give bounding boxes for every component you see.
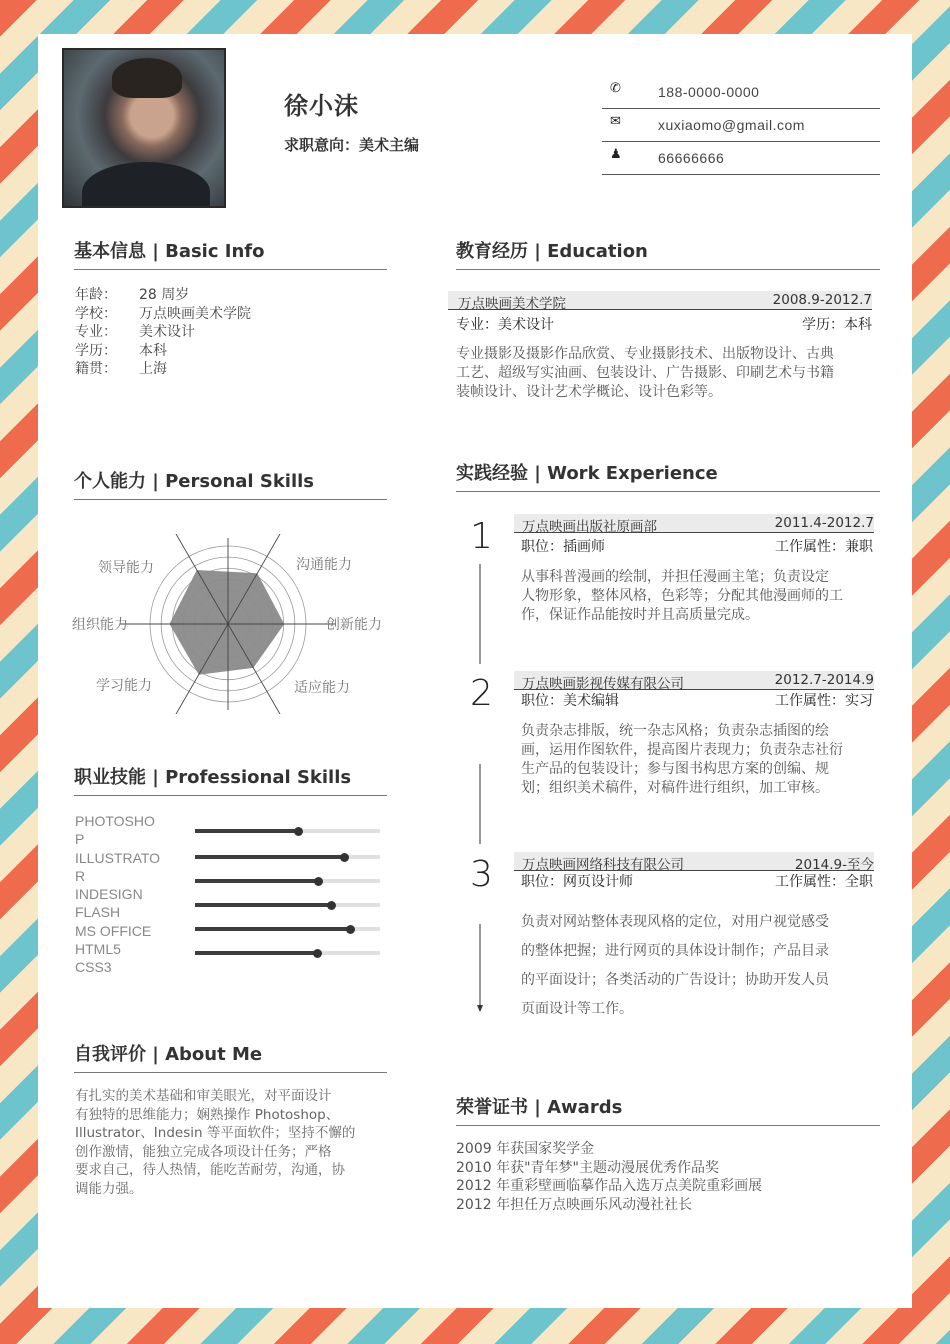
qq-icon: ♟ xyxy=(610,147,622,162)
basic-info-row xyxy=(75,340,375,359)
basic-info-row xyxy=(75,321,375,340)
radar-label-innovation: 创新能力 xyxy=(326,617,382,633)
job-header xyxy=(514,852,874,871)
radar-label-adaptability: 适应能力 xyxy=(294,680,350,696)
info-label: 学历： xyxy=(75,342,117,359)
info-label: 籍贯： xyxy=(75,361,117,377)
basic-info-row xyxy=(75,303,375,322)
basic-info-row xyxy=(75,358,375,377)
job-number: 1 xyxy=(470,516,493,557)
skill-bar-ms-office xyxy=(195,927,380,931)
radar-label-learning: 学习能力 xyxy=(96,678,152,694)
section-title-education: 教育经历 | Education xyxy=(456,237,880,270)
skill-label: HTML5 xyxy=(75,941,121,958)
skill-label: MS OFFICE xyxy=(75,922,152,939)
skill-label: PHOTOSHO xyxy=(75,813,155,829)
email-address: xuxiaomo@gmail.com xyxy=(658,117,805,133)
skill-bar-illustrator xyxy=(195,855,380,859)
job-header xyxy=(514,671,874,690)
job-desc-line: 从事科普漫画的绘制，并担任漫画主笔；负责设定 xyxy=(521,569,829,585)
mail-icon: ✉ xyxy=(610,114,621,129)
education-degree: 学历：本科 xyxy=(802,317,872,333)
course-line: 工艺、超级写实油画、包装设计、广告摄影、印刷艺术与书籍 xyxy=(456,365,834,381)
award-item: 2012 年重彩壁画临摹作品入选万点美院重彩画展 xyxy=(456,1178,763,1194)
about-line: 有独特的思维能力；娴熟操作 Photoshop、 xyxy=(75,1106,340,1123)
info-label: 年龄： xyxy=(75,287,117,303)
job-position: 职位：网页设计师 xyxy=(521,874,633,890)
job-type: 工作属性：兼职 xyxy=(775,539,873,555)
basic-info-row xyxy=(75,284,375,303)
section-title-about-me: 自我评价 | About Me xyxy=(74,1040,387,1073)
skill-labels xyxy=(75,812,185,977)
job-header xyxy=(514,514,874,533)
award-item: 2010 年获"青年梦"主题动漫展优秀作品奖 xyxy=(456,1159,719,1176)
job-desc-line: 生产品的包装设计；参与图书构思方案的创编、规 xyxy=(521,761,829,777)
contact-email xyxy=(602,109,880,142)
job-details xyxy=(521,690,873,710)
skill-bar-photoshop xyxy=(195,829,380,833)
job-period: 2012.7-2014.9 xyxy=(774,672,874,688)
contact-phone xyxy=(602,76,880,109)
job-position: 职位：美术编辑 xyxy=(521,693,619,709)
job-desc-line: 负责杂志排版，统一杂志风格；负责杂志插图的绘 xyxy=(521,723,829,739)
about-line: 要求自己，待人热情，能吃苦耐劳，沟通，协 xyxy=(75,1162,345,1178)
section-title-basic-info: 基本信息 | Basic Info xyxy=(74,237,387,270)
skill-bar-indesign xyxy=(195,879,380,883)
job-period: 2014.9-至今 xyxy=(794,857,874,873)
radar-label-communication: 沟通能力 xyxy=(296,557,352,573)
job-desc-line: 的平面设计；各类活动的广告设计；协助开发人员 xyxy=(521,972,829,988)
education-courses xyxy=(456,345,876,402)
radar-label-organization: 组织能力 xyxy=(72,617,128,633)
info-value: 本科 xyxy=(139,342,167,359)
job-number: 3 xyxy=(470,854,493,895)
basic-info-list xyxy=(75,284,375,377)
resume-sheet xyxy=(38,34,912,1308)
awards-list xyxy=(456,1140,880,1214)
award-item: 2012 年担任万点映画乐风动漫社社长 xyxy=(456,1196,693,1213)
job-period: 2011.4-2012.7 xyxy=(774,515,874,531)
skill-label: CSS3 xyxy=(75,959,112,976)
info-value: 美术设计 xyxy=(139,324,195,340)
job-description xyxy=(521,722,877,798)
section-title-professional-skills: 职业技能 | Professional Skills xyxy=(74,763,387,796)
education-school: 万点映画美术学院 xyxy=(458,296,566,312)
job-desc-line: 页面设计等工作。 xyxy=(521,1001,633,1017)
about-line: 有扎实的美术基础和审美眼光，对平面设计 xyxy=(75,1088,332,1104)
section-title-work-experience: 实践经验 | Work Experience xyxy=(456,459,880,492)
info-value: 上海 xyxy=(139,361,167,377)
skill-label: P xyxy=(75,831,85,848)
about-line: 创作激情，能独立完成各项设计任务；严格 xyxy=(75,1143,332,1160)
skills-radar-chart xyxy=(58,534,398,714)
about-line: 调能力强。 xyxy=(75,1180,143,1197)
profile-photo xyxy=(62,48,226,208)
job-desc-line: 负责对网站整体表现风格的定位，对用户视觉感受 xyxy=(521,914,829,930)
job-type: 工作属性：全职 xyxy=(775,874,873,890)
section-title-personal-skills: 个人能力 | Personal Skills xyxy=(74,467,387,500)
course-line: 专业摄影及摄影作品欣赏、专业摄影技术、出版物设计、古典 xyxy=(456,346,834,362)
education-period: 2008.9-2012.7 xyxy=(772,292,872,308)
info-value: 28 周岁 xyxy=(139,287,190,303)
job-details xyxy=(521,871,873,891)
skill-label: ILLUSTRATO xyxy=(75,849,161,866)
skill-label: INDESIGN xyxy=(75,886,143,903)
job-objective: 求职意向：美术主编 xyxy=(284,136,420,154)
education-details xyxy=(456,314,872,334)
education-header xyxy=(448,291,872,310)
qq-number: 66666666 xyxy=(658,150,725,166)
award-item: 2009 年获国家奖学金 xyxy=(456,1141,595,1157)
job-company: 万点映画出版社原画部 xyxy=(522,519,657,535)
job-desc-line: 的整体把握；进行网页的具体设计制作；产品目录 xyxy=(521,943,829,959)
job-type: 工作属性：实习 xyxy=(775,693,873,709)
info-value: 万点映画美术学院 xyxy=(139,305,251,322)
skill-bar-flash xyxy=(195,903,380,907)
phone-number: 188-0000-0000 xyxy=(658,84,760,100)
about-me-text xyxy=(75,1087,385,1198)
job-number: 2 xyxy=(470,673,493,714)
skill-label: FLASH xyxy=(75,904,121,921)
work-timeline xyxy=(468,564,492,1016)
job-desc-line: 画，运用作图软件，提高图片表现力；负责杂志社衍 xyxy=(521,742,843,758)
job-position: 职位：插画师 xyxy=(521,539,605,555)
candidate-name: 徐小沫 xyxy=(284,92,359,120)
job-details xyxy=(521,536,873,556)
job-desc-line: 划；组织美术稿件，对稿件进行组织，加工审核。 xyxy=(521,780,829,796)
info-label: 专业： xyxy=(75,324,117,340)
job-company: 万点映画影视传媒有限公司 xyxy=(522,676,684,692)
job-description xyxy=(521,908,877,1024)
skill-bar-html5 xyxy=(195,951,380,955)
skill-label: R xyxy=(75,867,86,884)
job-desc-line: 作，保证作品能按时并且高质量完成。 xyxy=(521,607,759,623)
job-description xyxy=(521,568,877,625)
about-line: Illustrator、Indesin 等平面软件；坚持不懈的 xyxy=(75,1125,356,1141)
job-company: 万点映画网络科技有限公司 xyxy=(522,857,684,873)
contact-qq xyxy=(602,142,880,175)
section-title-awards: 荣誉证书 | Awards xyxy=(456,1093,880,1126)
phone-icon: ✆ xyxy=(610,81,621,96)
radar-label-leadership: 领导能力 xyxy=(98,560,154,576)
job-desc-line: 人物形象，整体风格，色彩等；分配其他漫画师的工 xyxy=(521,588,843,604)
info-label: 学校： xyxy=(75,305,117,322)
education-major: 专业：美术设计 xyxy=(456,317,554,333)
course-line: 装帧设计、设计艺术学概论、设计色彩等。 xyxy=(456,384,722,400)
